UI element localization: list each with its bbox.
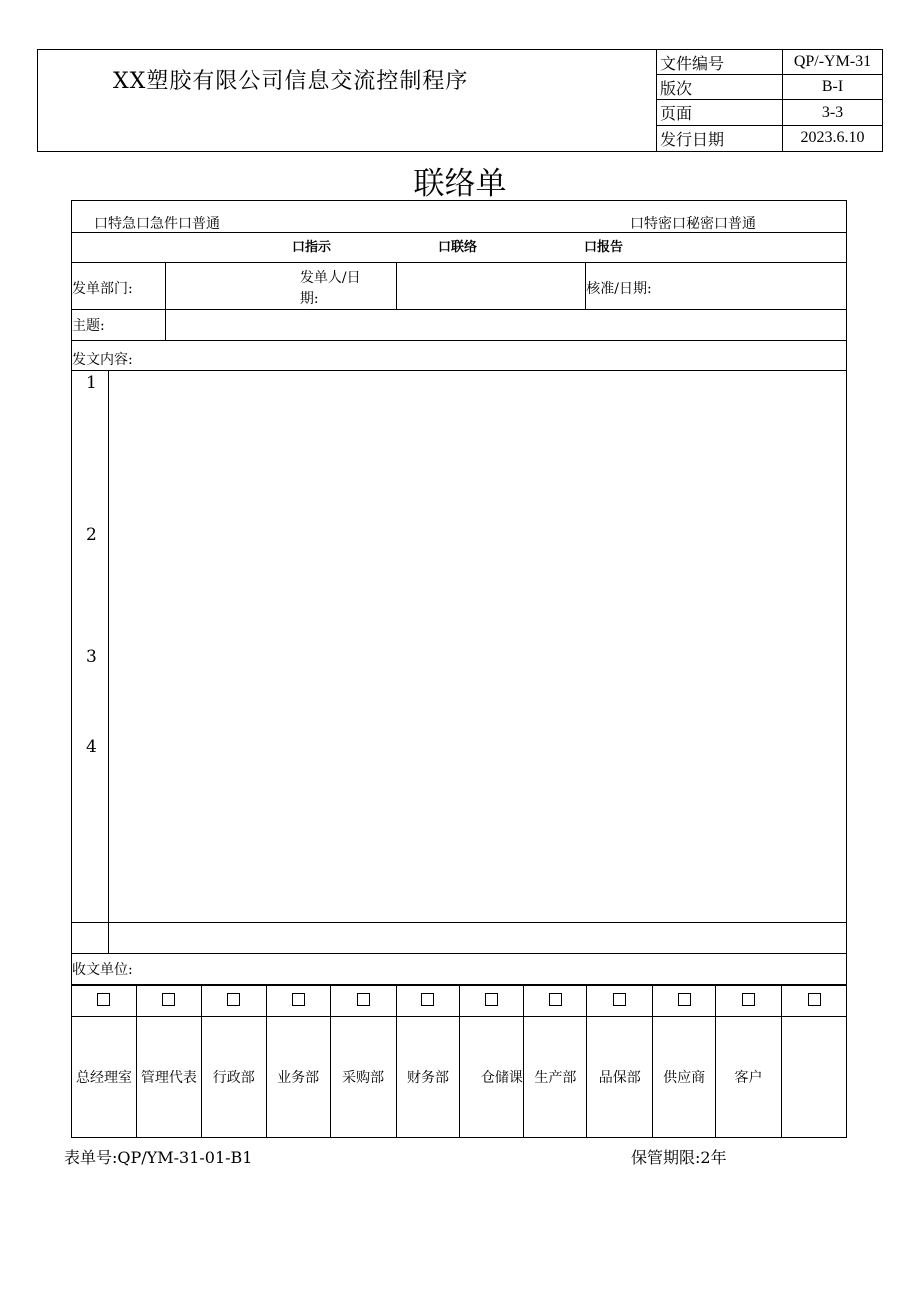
- contact-form: [71, 200, 847, 985]
- checkbox-admin[interactable]: [201, 986, 266, 1017]
- content-number-1: 1: [86, 373, 97, 393]
- date-value: 2023.6.10: [783, 125, 883, 151]
- dept-extra: [782, 1017, 847, 1138]
- checkbox-sales[interactable]: [266, 986, 330, 1017]
- dept-qa: 品保部: [587, 1017, 653, 1138]
- checkbox-icon: [162, 993, 175, 1006]
- checkbox-extra[interactable]: [782, 986, 847, 1017]
- checkbox-mgmt-rep[interactable]: [136, 986, 201, 1017]
- checkbox-production[interactable]: [524, 986, 587, 1017]
- content-number-4: 4: [86, 737, 97, 757]
- dept-purchasing: 采购部: [330, 1017, 396, 1138]
- checkbox-icon: [227, 993, 240, 1006]
- sender-date-label-1: 发单人/日: [299, 270, 361, 286]
- checkbox-icon: [421, 993, 434, 1006]
- dept-production: 生产部: [524, 1017, 587, 1138]
- type-report[interactable]: 口报告: [584, 240, 624, 255]
- secrecy-options[interactable]: 口特密口秘密口普通: [630, 216, 756, 232]
- form-number: 表单号:QP/YM-31-01-B1: [64, 1148, 253, 1167]
- doc-no-label: 文件编号: [657, 50, 783, 75]
- checkbox-warehouse[interactable]: [460, 986, 524, 1017]
- content-number-2: 2: [86, 525, 97, 545]
- sender-date-cell: [165, 263, 396, 310]
- send-dept-label: 发单部门:: [72, 263, 166, 310]
- blank-content-cell[interactable]: [108, 923, 846, 954]
- content-number-3: 3: [86, 647, 97, 667]
- content-body[interactable]: [108, 371, 846, 923]
- checkbox-qa[interactable]: [587, 986, 653, 1017]
- version-value: B-I: [783, 75, 883, 100]
- checkbox-icon: [742, 993, 755, 1006]
- checkbox-purchasing[interactable]: [330, 986, 396, 1017]
- receiver-table: [71, 985, 847, 1138]
- sender-date-input[interactable]: [396, 263, 586, 310]
- dept-admin: 行政部: [201, 1017, 266, 1138]
- content-number-column: [72, 371, 109, 923]
- checkbox-icon: [357, 993, 370, 1006]
- page-value: 3-3: [783, 100, 883, 125]
- type-instruction[interactable]: 口指示: [292, 240, 332, 255]
- dept-supplier: 供应商: [653, 1017, 716, 1138]
- dept-warehouse: 仓储课: [460, 1017, 524, 1138]
- checkbox-icon: [678, 993, 691, 1006]
- checkbox-icon: [292, 993, 305, 1006]
- doc-no-value: QP/-YM-31: [783, 50, 883, 75]
- dept-finance: 财务部: [396, 1017, 460, 1138]
- checkbox-supplier[interactable]: [653, 986, 716, 1017]
- sender-date-label-2: 期:: [299, 291, 319, 307]
- checkbox-finance[interactable]: [396, 986, 460, 1017]
- checkbox-icon: [549, 993, 562, 1006]
- content-label: 发文内容:: [72, 341, 847, 371]
- document-header: [37, 49, 883, 152]
- dept-sales: 业务部: [266, 1017, 330, 1138]
- checkbox-gm[interactable]: [72, 986, 137, 1017]
- form-title: 联络单: [413, 166, 507, 202]
- page-label: 页面: [657, 100, 783, 125]
- retention-period: 保管期限:2年: [631, 1148, 727, 1167]
- dept-mgmt-rep: 管理代表: [136, 1017, 201, 1138]
- subject-label: 主题:: [72, 310, 166, 341]
- urgency-options[interactable]: 口特急口急件口普通: [94, 216, 220, 232]
- version-label: 版次: [657, 75, 783, 100]
- receivers-label: 收文单位:: [72, 954, 847, 985]
- dept-gm: 总经理室: [72, 1017, 137, 1138]
- checkbox-customer[interactable]: [716, 986, 782, 1017]
- checkbox-icon: [613, 993, 626, 1006]
- checkbox-icon: [808, 993, 821, 1006]
- approve-date-label: 核准/日期:: [586, 263, 847, 310]
- document-title: XX塑胶有限公司信息交流控制程序: [113, 69, 469, 94]
- checkbox-icon: [97, 993, 110, 1006]
- dept-customer: 客户: [716, 1017, 782, 1138]
- type-contact[interactable]: 口联络: [438, 240, 478, 255]
- checkbox-icon: [485, 993, 498, 1006]
- blank-number-cell: [72, 923, 109, 954]
- subject-input[interactable]: [165, 310, 846, 341]
- date-label: 发行日期: [657, 125, 783, 151]
